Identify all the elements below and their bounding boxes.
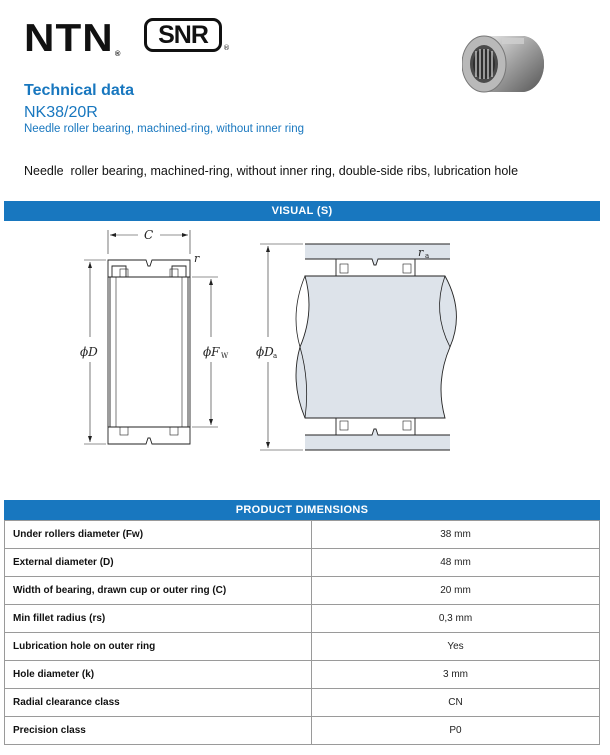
title-block	[24, 82, 304, 135]
dimension-label: Lubrication hole on outer ring	[5, 633, 312, 661]
dimension-label: Under rollers diameter (Fw)	[5, 521, 312, 549]
table-row	[5, 577, 600, 605]
mounted-bearing-view	[260, 244, 456, 450]
ntn-logo: NTN®	[24, 16, 122, 60]
dimension-label: External diameter (D)	[5, 549, 312, 577]
housing-fillet-label: r	[418, 246, 424, 259]
table-row	[5, 521, 600, 549]
table-row	[5, 661, 600, 689]
dimension-label: Min fillet radius (rs)	[5, 605, 312, 633]
dimension-value: P0	[312, 717, 600, 745]
dimension-value: 0,3 mm	[312, 605, 600, 633]
dimension-value: 3 mm	[312, 661, 600, 689]
snr-logo: SNR ®	[144, 18, 230, 52]
housing-diameter-label: ϕD	[256, 345, 274, 359]
table-row	[5, 605, 600, 633]
dimension-label: Width of bearing, drawn cup or outer ring (C)	[5, 577, 312, 605]
part-number: NK38/20R	[24, 104, 98, 121]
table-row	[5, 717, 600, 745]
dimension-value: CN	[312, 689, 600, 717]
under-rollers-subscript: W	[221, 352, 229, 360]
dimensions-table	[4, 520, 600, 745]
fillet-label: r	[194, 252, 200, 265]
table-row	[5, 633, 600, 661]
dimensions-section-header: PRODUCT DIMENSIONS	[4, 500, 600, 520]
table-row	[5, 689, 600, 717]
dimension-value: 48 mm	[312, 549, 600, 577]
product-description: Needle roller bearing, machined-ring, without inner ring, double-side ribs, lubrication hole	[24, 164, 519, 178]
table-row	[5, 549, 600, 577]
technical-drawing	[60, 222, 470, 472]
bearing-photo-icon	[462, 24, 552, 104]
under-rollers-label: ϕF	[203, 345, 220, 359]
dimension-label: Precision class	[5, 717, 312, 745]
dimension-value: 20 mm	[312, 577, 600, 605]
section-title: Technical data	[24, 82, 134, 99]
visual-section-header: VISUAL (S)	[4, 201, 600, 221]
dimension-value: 38 mm	[312, 521, 600, 549]
brand-logos	[24, 16, 230, 60]
dimension-label: Hole diameter (k)	[5, 661, 312, 689]
dimension-label: Radial clearance class	[5, 689, 312, 717]
housing-fillet-subscript: a	[425, 252, 430, 260]
outer-diameter-label: ϕD	[80, 345, 98, 359]
width-label: C	[144, 228, 154, 242]
dimension-value: Yes	[312, 633, 600, 661]
product-subtitle: Needle roller bearing, machined-ring, without inner ring	[24, 123, 304, 135]
housing-diameter-subscript: a	[273, 352, 278, 360]
